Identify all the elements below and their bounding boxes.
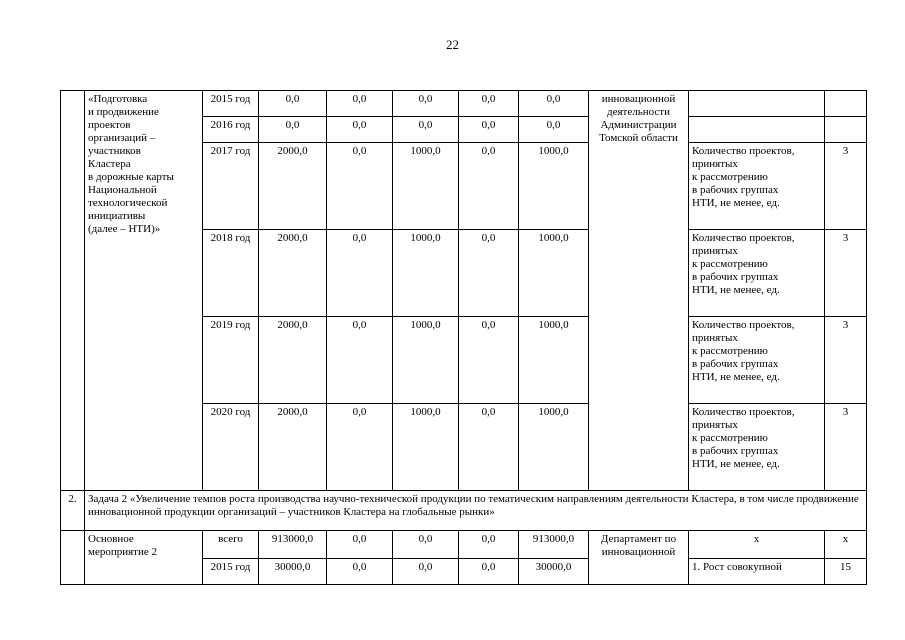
indicator-cell: х (689, 531, 825, 559)
amount-cell: 0,0 (327, 559, 393, 585)
executor-cell: Департамент по инновационной (589, 531, 689, 585)
event-name-cell: «Подготовка и продвижение проектов организаций – участников Кластера в дорожные карты Национальной технологической инициативы (далее – НТИ)» (85, 91, 203, 491)
indicator-value-cell: 3 (825, 143, 867, 230)
year-cell: 2015 год (203, 91, 259, 117)
table-row (61, 491, 867, 531)
amount-cell: 0,0 (459, 143, 519, 230)
amount-cell: 0,0 (459, 91, 519, 117)
task-text-cell: Задача 2 «Увеличение темпов роста производства научно-технической продукции по тематическим направлениям деятельности Кластера, в том числе продвижение инновационной продукции организаций – участников Кластера на глобальные рынки» (85, 491, 867, 531)
year-cell: 2018 год (203, 230, 259, 317)
indicator-value-cell: х (825, 531, 867, 559)
amount-cell: 1000,0 (519, 143, 589, 230)
executor-cell: инновационной деятельности Администрации Томской области (589, 91, 689, 491)
row-number-cell (61, 91, 85, 491)
amount-cell: 0,0 (459, 117, 519, 143)
year-cell: 2016 год (203, 117, 259, 143)
amount-cell: 0,0 (327, 230, 393, 317)
amount-cell: 0,0 (519, 91, 589, 117)
amount-cell: 0,0 (459, 317, 519, 404)
amount-cell: 1000,0 (393, 143, 459, 230)
table-row (61, 91, 867, 117)
page-number: 22 (446, 37, 459, 52)
amount-cell: 0,0 (259, 91, 327, 117)
amount-cell: 1000,0 (393, 404, 459, 491)
amount-cell: 0,0 (327, 404, 393, 491)
amount-cell: 0,0 (327, 91, 393, 117)
amount-cell: 2000,0 (259, 317, 327, 404)
year-cell: 2017 год (203, 143, 259, 230)
amount-cell: 0,0 (327, 117, 393, 143)
amount-cell: 0,0 (393, 91, 459, 117)
indicator-cell: 1. Рост совокупной (689, 559, 825, 585)
amount-cell: 0,0 (393, 117, 459, 143)
indicator-cell: Количество проектов, принятых к рассмотрению в рабочих группах НТИ, не менее, ед. (689, 230, 825, 317)
amount-cell: 1000,0 (519, 230, 589, 317)
amount-cell: 30000,0 (519, 559, 589, 585)
year-cell: 2015 год (203, 559, 259, 585)
amount-cell: 0,0 (519, 117, 589, 143)
program-table (60, 90, 867, 585)
indicator-cell (689, 117, 825, 143)
amount-cell: 0,0 (459, 230, 519, 317)
amount-cell: 1000,0 (519, 404, 589, 491)
year-cell: 2019 год (203, 317, 259, 404)
indicator-cell (689, 91, 825, 117)
amount-cell: 1000,0 (393, 230, 459, 317)
indicator-cell: Количество проектов, принятых к рассмотрению в рабочих группах НТИ, не менее, ед. (689, 317, 825, 404)
amount-cell: 913000,0 (259, 531, 327, 559)
amount-cell: 0,0 (327, 143, 393, 230)
amount-cell: 30000,0 (259, 559, 327, 585)
indicator-value-cell: 3 (825, 404, 867, 491)
amount-cell: 0,0 (459, 404, 519, 491)
indicator-cell: Количество проектов, принятых к рассмотрению в рабочих группах НТИ, не менее, ед. (689, 143, 825, 230)
amount-cell: 0,0 (327, 317, 393, 404)
indicator-value-cell (825, 117, 867, 143)
indicator-value-cell: 3 (825, 230, 867, 317)
amount-cell: 0,0 (393, 531, 459, 559)
indicator-cell: Количество проектов, принятых к рассмотрению в рабочих группах НТИ, не менее, ед. (689, 404, 825, 491)
amount-cell: 1000,0 (519, 317, 589, 404)
year-cell: 2020 год (203, 404, 259, 491)
indicator-value-cell: 15 (825, 559, 867, 585)
indicator-value-cell (825, 91, 867, 117)
amount-cell: 2000,0 (259, 404, 327, 491)
amount-cell: 1000,0 (393, 317, 459, 404)
event-name-cell: Основное мероприятие 2 (85, 531, 203, 585)
amount-cell: 0,0 (259, 117, 327, 143)
amount-cell: 0,0 (327, 531, 393, 559)
task-number-cell: 2. (61, 491, 85, 531)
year-cell: всего (203, 531, 259, 559)
amount-cell: 0,0 (393, 559, 459, 585)
row-number-cell (61, 531, 85, 585)
amount-cell: 2000,0 (259, 143, 327, 230)
amount-cell: 0,0 (459, 559, 519, 585)
amount-cell: 0,0 (459, 531, 519, 559)
table-row (61, 531, 867, 559)
indicator-value-cell: 3 (825, 317, 867, 404)
amount-cell: 2000,0 (259, 230, 327, 317)
amount-cell: 913000,0 (519, 531, 589, 559)
